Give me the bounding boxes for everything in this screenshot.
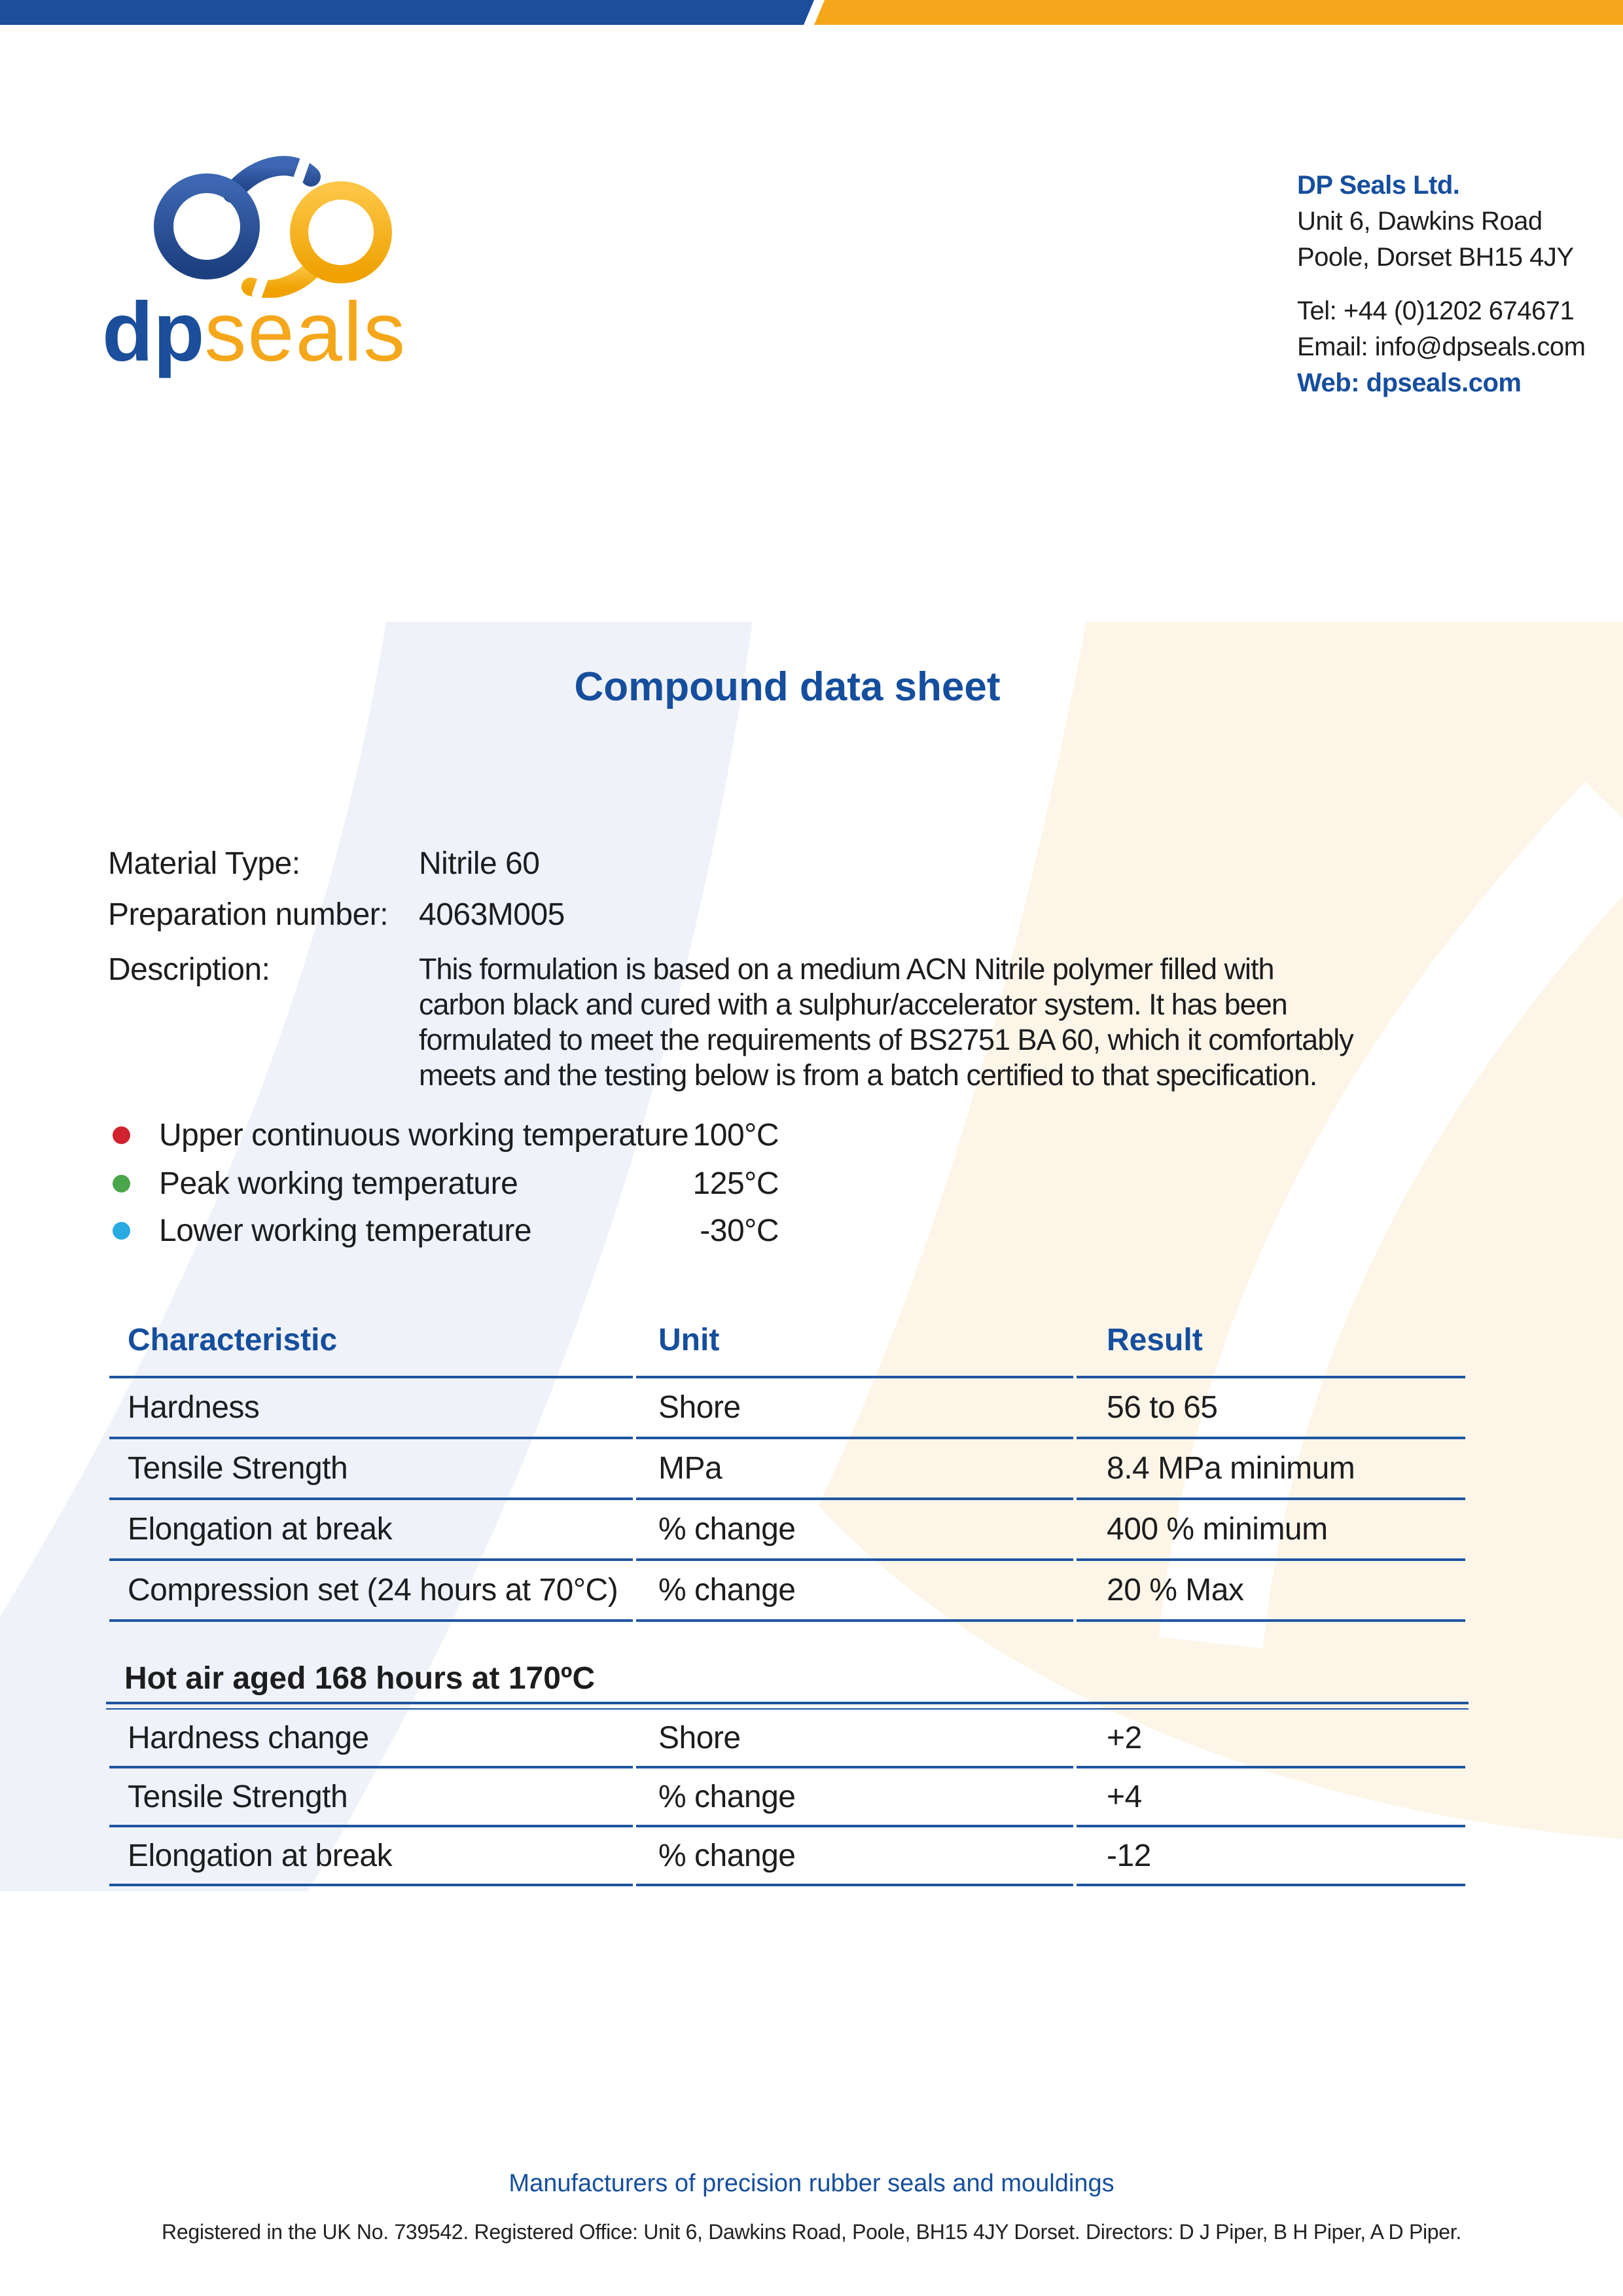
material-type-value: Nitrile 60 bbox=[419, 846, 540, 881]
cell-unit: Shore bbox=[636, 1378, 1073, 1439]
cell-characteristic: Hardness change bbox=[109, 1710, 633, 1768]
green-bullet-icon bbox=[113, 1175, 130, 1193]
preparation-number-label: Preparation number: bbox=[108, 897, 389, 932]
footer-tagline: Manufacturers of precision rubber seals and mouldings bbox=[508, 2170, 1115, 2197]
temperature-value: -30°C bbox=[700, 1213, 779, 1248]
cell-characteristic: Elongation at break bbox=[109, 1500, 633, 1561]
cell-unit: MPa bbox=[636, 1439, 1073, 1500]
company-name: DP Seals Ltd. bbox=[1297, 171, 1460, 200]
hot-air-aged-section bbox=[106, 1656, 1469, 1886]
upper-working-temperature-item bbox=[113, 1117, 779, 1153]
cell-unit: Shore bbox=[636, 1710, 1073, 1768]
dp-seals-logo bbox=[98, 128, 543, 409]
material-type-row bbox=[108, 846, 540, 882]
cell-result: 400 % minimum bbox=[1077, 1500, 1465, 1561]
cell-characteristic: Tensile Strength bbox=[109, 1768, 633, 1827]
address-line-2: Poole, Dorset BH15 4JY bbox=[1297, 243, 1574, 272]
description-line: This formulation is based on a medium ACN Nitrile polymer filled with bbox=[419, 952, 1274, 986]
cell-unit: % change bbox=[636, 1561, 1073, 1622]
description-line: formulated to meet the requirements of BS2751 BA 60, which it comfortably bbox=[419, 1023, 1353, 1056]
page-title: Compound data sheet bbox=[574, 664, 1001, 709]
peak-working-temperature-item bbox=[113, 1165, 779, 1202]
website-line: Web: dpseals.com bbox=[1297, 368, 1522, 397]
cell-result: 8.4 MPa minimum bbox=[1077, 1439, 1465, 1500]
red-bullet-icon bbox=[113, 1126, 130, 1144]
description-text bbox=[419, 952, 1353, 1093]
cell-result: +2 bbox=[1077, 1710, 1465, 1768]
cell-unit: % change bbox=[636, 1827, 1073, 1886]
top-color-bar bbox=[0, 0, 1623, 25]
temperature-value: 125°C bbox=[692, 1166, 779, 1201]
column-header-result: Result bbox=[1077, 1304, 1465, 1378]
hot-air-aged-title: Hot air aged 168 hours at 170ºC bbox=[106, 1656, 1469, 1704]
cell-result: 56 to 65 bbox=[1077, 1378, 1465, 1439]
preparation-number-value: 4063M005 bbox=[419, 897, 565, 932]
table-row bbox=[109, 1768, 1465, 1827]
blue-bullet-icon bbox=[113, 1222, 130, 1240]
temperature-value: 100°C bbox=[692, 1117, 779, 1153]
cell-result: -12 bbox=[1077, 1827, 1465, 1886]
table-header-row bbox=[109, 1304, 1465, 1378]
dp-seals-rings-icon bbox=[98, 128, 530, 298]
footer-registration: Registered in the UK No. 739542. Registered Office: Unit 6, Dawkins Road, Poole, BH15 4JY Dorset. Directors: D J Piper, B H Piper, A D Piper. bbox=[162, 2220, 1461, 2244]
description-line: carbon black and cured with a sulphur/accelerator system. It has been bbox=[419, 988, 1287, 1021]
table-row bbox=[109, 1561, 1465, 1622]
characteristics-table bbox=[106, 1304, 1469, 1622]
email-line: Email: info@dpseals.com bbox=[1297, 332, 1586, 361]
top-bar-stripes-icon bbox=[0, 0, 1623, 25]
cell-unit: % change bbox=[636, 1500, 1073, 1561]
temperature-label: Upper continuous working temperature bbox=[159, 1117, 689, 1153]
cell-characteristic: Compression set (24 hours at 70°C) bbox=[109, 1561, 633, 1622]
cell-characteristic: Elongation at break bbox=[109, 1827, 633, 1886]
cell-characteristic: Tensile Strength bbox=[109, 1439, 633, 1500]
description-label: Description: bbox=[108, 952, 270, 987]
table-row bbox=[109, 1710, 1465, 1768]
cell-characteristic: Hardness bbox=[109, 1378, 633, 1439]
description-row bbox=[108, 952, 1353, 1092]
company-contact-block bbox=[1297, 168, 1605, 401]
temperature-label: Peak working temperature bbox=[159, 1166, 518, 1201]
logo-wordmark bbox=[102, 285, 407, 379]
material-type-label: Material Type: bbox=[108, 846, 300, 881]
logo-text-seals: seals bbox=[204, 285, 407, 379]
cell-unit: % change bbox=[636, 1768, 1073, 1827]
logo-text-dp: dp bbox=[102, 285, 205, 379]
cell-result: +4 bbox=[1077, 1768, 1465, 1827]
table-row bbox=[109, 1378, 1465, 1439]
preparation-number-row bbox=[108, 897, 565, 933]
column-header-unit: Unit bbox=[636, 1304, 1073, 1378]
description-line: meets and the testing below is from a batch certified to that specification. bbox=[419, 1058, 1317, 1092]
table-row bbox=[109, 1439, 1465, 1500]
temperature-label: Lower working temperature bbox=[159, 1213, 532, 1248]
table-row bbox=[109, 1500, 1465, 1561]
lower-working-temperature-item bbox=[113, 1212, 779, 1249]
column-header-characteristic: Characteristic bbox=[109, 1304, 633, 1378]
cell-result: 20 % Max bbox=[1077, 1561, 1465, 1622]
phone-line: Tel: +44 (0)1202 674671 bbox=[1297, 296, 1575, 325]
table-row bbox=[109, 1827, 1465, 1886]
address-line-1: Unit 6, Dawkins Road bbox=[1297, 207, 1543, 236]
